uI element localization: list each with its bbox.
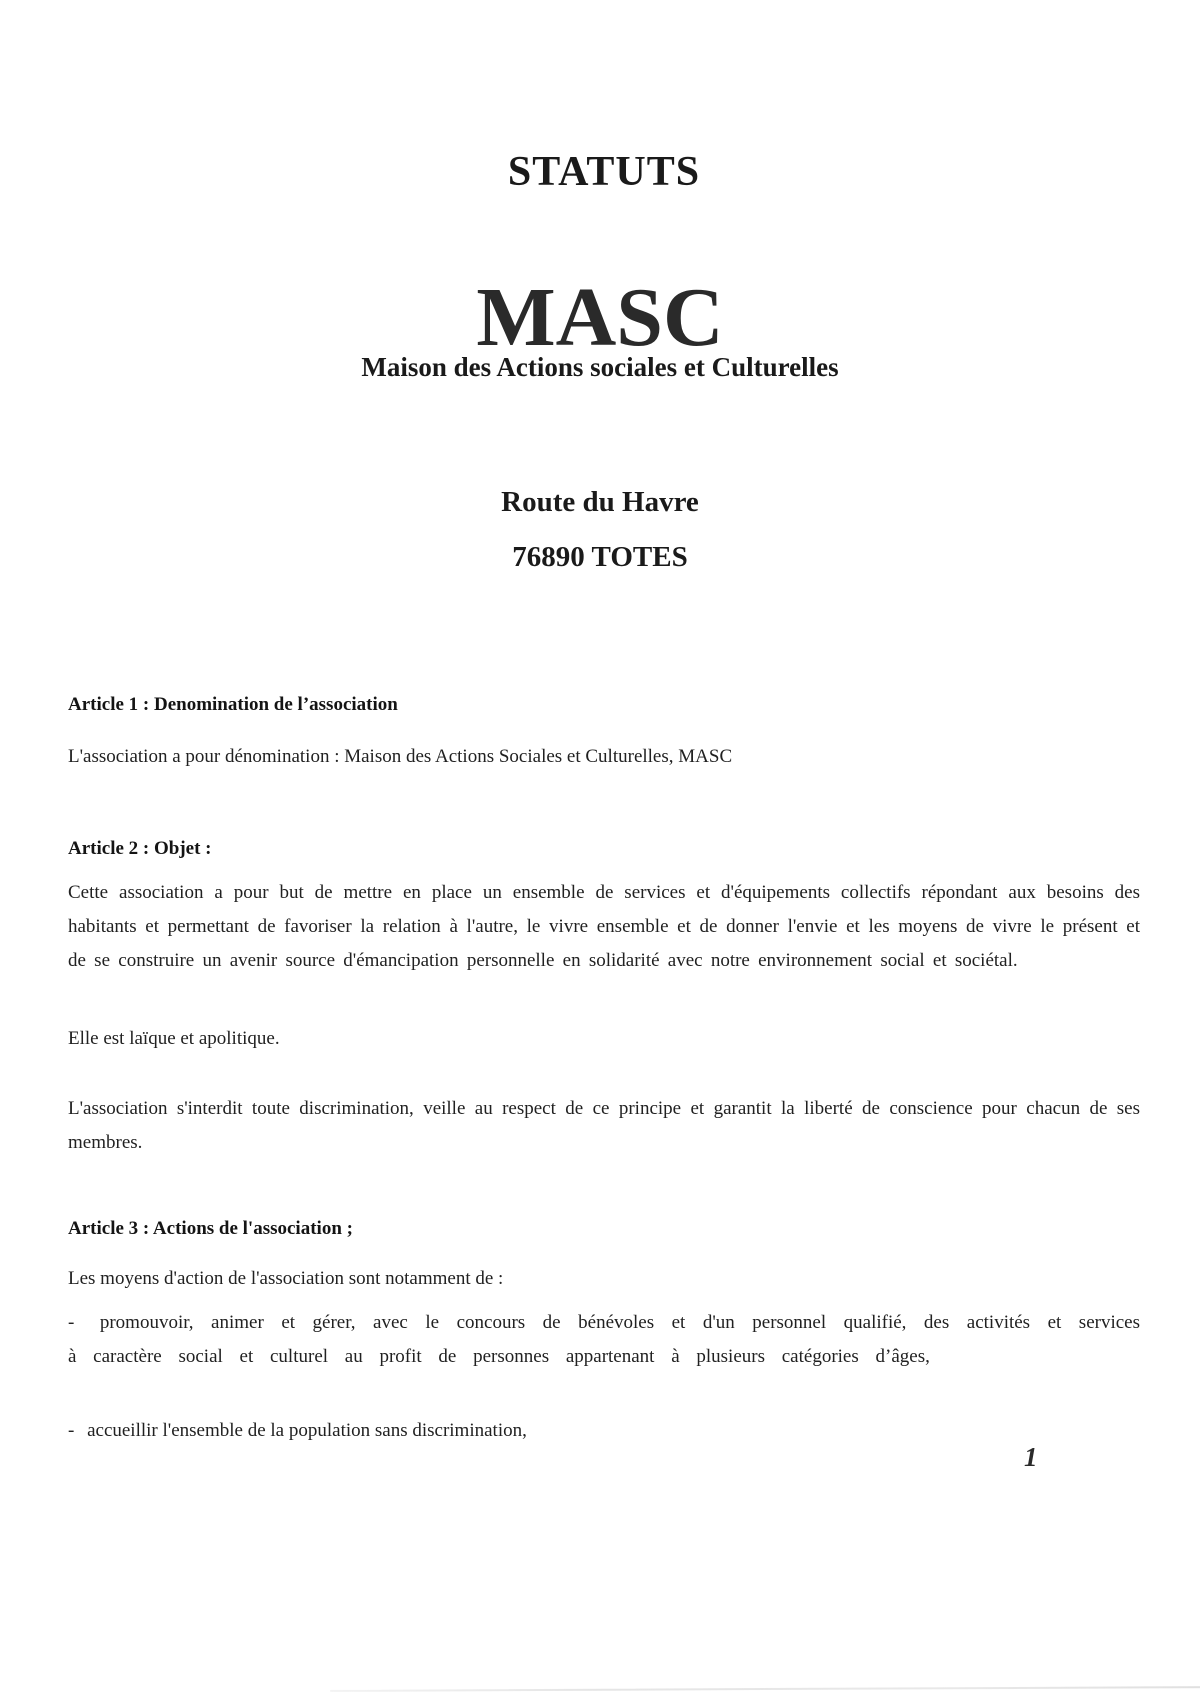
bullet-marker: - <box>68 1312 75 1333</box>
article-2-paragraph-1: Cette association a pour but de mettre en place un ensemble de services et d'équipements collectifs répondant aux besoins des habitants et permettant de favoriser la relation à l'autre, le vivre ensemble et de donner l'envie et les moyens de vivre le présent et de se construire un avenir source d'émancipation personnelle en solidarité avec notre environnement social et sociétal. <box>68 882 1140 971</box>
org-name: Maison des Actions sociales et Culturelles <box>361 352 839 382</box>
org-acronym: MASC <box>476 271 724 364</box>
article-3-heading: Article 3 : Actions de l'association ; <box>68 1218 353 1239</box>
article-3-bullet-2 <box>68 1414 1140 1448</box>
page-number: 1 <box>1024 1442 1038 1472</box>
article-1-paragraph: L'association a pour dénomination : Maison des Actions Sociales et Culturelles, MASC <box>68 746 733 767</box>
article-3-intro: Les moyens d'action de l'association sont notamment de : <box>68 1268 504 1289</box>
bullet-marker: - <box>68 1420 75 1441</box>
article-2-paragraph-3: L'association s'interdit toute discrimination, veille au respect de ce principe et garantit la liberté de conscience pour chacun de ses membres. <box>68 1098 1140 1153</box>
address-line-2: 76890 TOTES <box>512 541 688 573</box>
article-2-paragraph-2: Elle est laïque et apolitique. <box>68 1028 280 1049</box>
bullet-text: accueillir l'ensemble de la population sans discrimination, <box>87 1420 527 1441</box>
article-3-bullet-1 <box>68 1306 1140 1374</box>
article-1-heading: Article 1 : Denomination de l’association <box>68 694 398 715</box>
article-2-heading: Article 2 : Objet : <box>68 838 212 859</box>
bullet-text: promouvoir, animer et gérer, avec le concours de bénévoles et d'un personnel qualifié, des activités et services à caractère social et culturel au profit de personnes appartenant à plusieurs catégories d’âges, <box>68 1312 1141 1367</box>
document-title: STATUTS <box>507 149 701 195</box>
scan-artifact-line <box>330 1686 1200 1692</box>
address-line-1: Route du Havre <box>501 486 699 518</box>
